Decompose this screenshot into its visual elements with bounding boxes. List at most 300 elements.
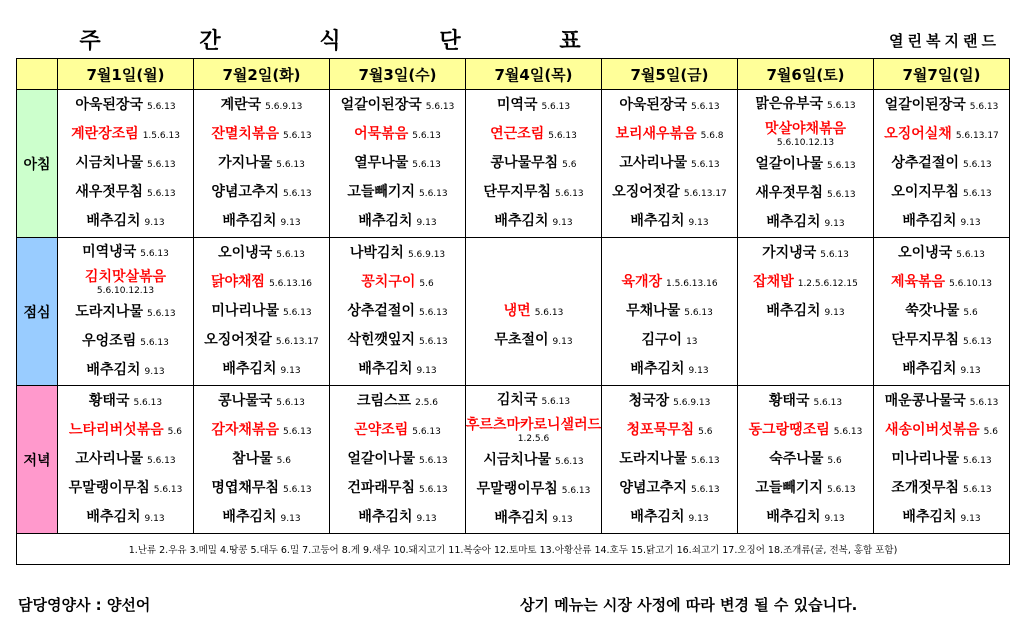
allergen-codes: 5.6.10.12.13	[776, 137, 835, 148]
menu-item	[738, 239, 873, 268]
dish-name: 콩나물국	[218, 393, 273, 409]
dish-name: 배추김치	[358, 509, 413, 525]
allergen-codes: 1.5.6.13	[142, 131, 180, 141]
menu-item	[602, 149, 737, 178]
allergen-codes: 5.6	[827, 456, 842, 466]
menu-item	[466, 326, 601, 355]
day-header: 7월1일(월)	[58, 59, 194, 90]
allergen-codes: 5.6	[963, 308, 978, 318]
dish-name: 건파래무침	[347, 480, 415, 496]
menu-item	[738, 90, 873, 119]
allergen-codes: 13	[686, 337, 698, 347]
menu-cell	[194, 90, 330, 238]
title-char: 표	[559, 29, 581, 54]
menu-item	[330, 474, 465, 503]
dish-name: 배추김치	[902, 509, 957, 525]
menu-item	[330, 268, 465, 297]
allergen-codes: 5.6.13	[412, 160, 441, 170]
allergen-codes: 5.6.10.12.13	[96, 285, 155, 296]
menu-item	[738, 416, 873, 445]
allergen-codes: 5.6.13	[833, 427, 863, 437]
dish-name: 김치국	[496, 392, 538, 408]
dish-name: 감자채볶음	[211, 422, 279, 438]
allergen-codes: 5.6.13	[690, 102, 720, 112]
dish-name: 배추김치	[222, 509, 277, 525]
allergen-codes: 5.6.8	[700, 131, 724, 141]
allergen-codes: 9.13	[824, 219, 845, 229]
dish-name: 배추김치	[222, 213, 277, 229]
menu-item	[738, 179, 873, 208]
menu-item	[194, 239, 329, 268]
allergen-codes: 5.6.13	[690, 160, 720, 170]
menu-item	[194, 474, 329, 503]
menu-item	[874, 297, 1009, 326]
dish-name: 나박김치	[349, 245, 404, 261]
menu-item	[874, 178, 1009, 207]
dish-name: 배추김치	[494, 510, 549, 526]
allergen-codes: 5.6.13	[418, 189, 448, 199]
menu-item	[466, 207, 601, 236]
dish-name: 잔멸치볶음	[211, 126, 279, 142]
allergen-codes: 5.6.13.17	[955, 131, 999, 141]
allergen-codes: 9.13	[688, 366, 709, 376]
menu-cell	[602, 90, 738, 238]
page-title	[60, 24, 600, 54]
allergen-codes: 5.6.13	[140, 338, 169, 348]
menu-item	[330, 297, 465, 326]
dish-name: 계란장조림	[71, 126, 139, 142]
menu-cell	[874, 238, 1010, 386]
dish-name: 우엉조림	[82, 333, 137, 349]
allergen-codes: 5.6.13	[282, 189, 312, 199]
dish-name: 배추김치	[358, 213, 413, 229]
dish-name: 꽁치구이	[361, 274, 416, 290]
dish-name: 배추김치	[630, 361, 685, 377]
menu-item	[194, 91, 329, 120]
dish-name: 배추김치	[630, 509, 685, 525]
dish-name: 배추김치	[494, 213, 549, 229]
menu-item	[194, 387, 329, 416]
menu-item	[466, 239, 601, 268]
menu-item	[194, 416, 329, 445]
allergen-codes: 1.5.6.13.16	[666, 279, 718, 289]
menu-item	[738, 503, 873, 532]
allergen-codes: 9.13	[144, 367, 165, 377]
allergen-codes: 5.6.13	[140, 249, 169, 259]
dish-name: 오이냉국	[218, 245, 273, 261]
menu-item	[58, 207, 193, 236]
day-header: 7월6일(토)	[738, 59, 874, 90]
dish-name: 상추겉절이	[347, 303, 415, 319]
dish-name: 새우젓무침	[75, 184, 143, 200]
allergen-codes: 5.6	[698, 427, 713, 437]
title-char: 주	[79, 29, 101, 54]
day-header-row	[17, 59, 1010, 90]
allergen-codes: 9.13	[280, 514, 301, 524]
allergen-codes: 5.6.13	[554, 457, 584, 467]
allergen-codes: 9.13	[552, 218, 573, 228]
allergen-codes: 9.13	[824, 514, 845, 524]
allergen-codes: 5.6.13	[534, 308, 564, 318]
dish-name: 동그랑땡조림	[748, 422, 830, 438]
allergen-codes: 5.6	[562, 160, 577, 170]
menu-item	[58, 387, 193, 416]
dish-name: 숙주나물	[769, 451, 824, 467]
menu-item	[738, 297, 873, 326]
allergen-codes: 5.6.13	[146, 309, 176, 319]
menu-item	[194, 445, 329, 474]
allergen-codes: 5.6.13	[133, 398, 163, 408]
dish-name: 닭야채찜	[210, 274, 266, 290]
dish-name: 제육볶음	[890, 274, 946, 290]
dish-name: 오징어젓갈	[612, 184, 680, 200]
menu-item	[738, 268, 873, 297]
dish-name: 황태국	[88, 393, 130, 409]
day-header: 7월2일(화)	[194, 59, 330, 90]
menu-item	[466, 91, 601, 120]
allergen-codes: 9.13	[688, 514, 709, 524]
meal-label: 저녁	[17, 386, 58, 534]
menu-item	[874, 474, 1009, 503]
menu-item	[330, 326, 465, 355]
menu-item	[194, 503, 329, 532]
menu-item	[194, 120, 329, 149]
dish-name: 후르츠마카로니샐러드	[465, 416, 602, 433]
menu-item	[738, 355, 873, 384]
dish-name: 아욱된장국	[619, 97, 687, 113]
allergen-codes: 5.6.13	[969, 398, 999, 408]
menu-item	[738, 208, 873, 237]
dish-name: 고사리나물	[75, 451, 143, 467]
menu-item	[58, 238, 193, 267]
menu-cell	[466, 238, 602, 386]
menu-item	[602, 178, 737, 207]
allergen-codes: 5.6.13	[690, 485, 720, 495]
menu-item	[330, 178, 465, 207]
menu-item	[58, 91, 193, 120]
dish-name: 배추김치	[766, 214, 821, 230]
menu-item	[194, 268, 329, 297]
menu-item	[602, 91, 737, 120]
day-header: 7월7일(일)	[874, 59, 1010, 90]
menu-item	[874, 120, 1009, 149]
title-char: 식	[319, 29, 341, 54]
dish-name: 가지나물	[218, 155, 273, 171]
dish-name: 고사리나물	[619, 155, 687, 171]
menu-item	[58, 503, 193, 532]
menu-item	[330, 503, 465, 532]
menu-item	[330, 149, 465, 178]
allergen-codes: 5.6.13	[418, 337, 448, 347]
dish-name: 조개젓무침	[891, 480, 959, 496]
dish-name: 크림스프	[356, 393, 412, 409]
allergen-codes: 5.6.13	[276, 160, 305, 170]
menu-item	[58, 267, 193, 298]
menu-item	[466, 268, 601, 297]
menu-item	[602, 355, 737, 384]
menu-item	[874, 239, 1009, 268]
allergen-codes: 5.6.9.13	[673, 398, 711, 408]
allergen-codes: 5.6	[983, 427, 998, 437]
dish-name: 단무지무침	[483, 184, 551, 200]
menu-item	[602, 297, 737, 326]
menu-cell	[330, 238, 466, 386]
menu-item	[330, 91, 465, 120]
dish-name: 열무나물	[354, 155, 409, 171]
dish-name: 육개장	[621, 274, 663, 290]
menu-item	[58, 356, 193, 385]
dish-name: 배추김치	[902, 213, 957, 229]
dish-name: 잡채밥	[753, 274, 794, 290]
menu-item	[58, 327, 193, 356]
dish-name: 얼갈이된장국	[340, 97, 422, 113]
menu-item	[874, 91, 1009, 120]
dish-name: 배추김치	[86, 362, 141, 378]
allergen-codes: 9.13	[416, 218, 437, 228]
menu-item	[194, 178, 329, 207]
header-corner	[17, 59, 58, 90]
allergen-codes: 9.13	[416, 366, 437, 376]
dish-name: 어묵볶음	[354, 126, 409, 142]
dish-name: 황태국	[768, 393, 810, 409]
dietitian-name: 담당영양사 : 양선어	[18, 596, 151, 614]
allergen-codes: 5.6.13	[541, 102, 571, 112]
dish-name: 미역국	[496, 97, 538, 113]
allergen-codes: 5.6.9.13	[265, 102, 303, 112]
allergen-codes: 9.13	[688, 218, 709, 228]
menu-item	[194, 297, 329, 326]
meal-label: 아침	[17, 90, 58, 238]
dish-name: 곤약조림	[354, 422, 409, 438]
day-header: 7월4일(목)	[466, 59, 602, 90]
dish-name: 명엽채무침	[211, 480, 279, 496]
allergen-codes: 9.13	[960, 514, 981, 524]
allergen-codes: 9.13	[280, 218, 301, 228]
menu-item	[466, 149, 601, 178]
menu-item	[194, 326, 329, 355]
dish-name: 고들빼기지	[347, 184, 415, 200]
menu-item	[330, 355, 465, 384]
dish-name: 느타리버섯볶음	[69, 422, 164, 438]
menu-item	[738, 474, 873, 503]
allergen-codes: 5.6.13	[418, 456, 448, 466]
day-header: 7월3일(수)	[330, 59, 466, 90]
dish-name: 미역냉국	[82, 244, 137, 260]
menu-item	[330, 387, 465, 416]
menu-item	[738, 326, 873, 355]
allergen-codes: 5.6.13	[146, 160, 176, 170]
allergen-codes: 5.6.13	[969, 102, 999, 112]
menu-cell	[738, 238, 874, 386]
menu-cell	[738, 90, 874, 238]
allergen-codes: 9.13	[552, 337, 573, 347]
menu-item	[330, 416, 465, 445]
dish-name: 오이냉국	[898, 245, 953, 261]
menu-cell	[58, 90, 194, 238]
allergen-codes: 5.6.13	[962, 160, 992, 170]
menu-item	[194, 355, 329, 384]
menu-item	[466, 120, 601, 149]
allergen-codes: 9.13	[144, 218, 165, 228]
allergen-codes: 5.6.13	[548, 131, 577, 141]
allergen-codes: 5.6.13	[561, 486, 591, 496]
menu-item	[738, 445, 873, 474]
allergen-codes: 5.6.13	[418, 308, 448, 318]
allergen-codes: 5.6.13	[962, 456, 992, 466]
title-char: 단	[439, 29, 461, 54]
menu-item	[874, 416, 1009, 445]
allergen-codes: 5.6.13	[690, 456, 720, 466]
dish-name: 맛살야채볶음	[764, 120, 847, 137]
menu-item	[738, 119, 873, 150]
dish-name: 무말랭이무침	[68, 480, 150, 496]
allergen-codes: 9.13	[960, 218, 981, 228]
menu-item	[874, 207, 1009, 236]
allergen-codes: 5.6.13	[276, 398, 305, 408]
dish-name: 단무지무침	[891, 332, 959, 348]
menu-item	[602, 445, 737, 474]
meal-row	[17, 386, 1010, 534]
menu-item	[466, 355, 601, 384]
meal-label: 점심	[17, 238, 58, 386]
dish-name: 쑥갓나물	[905, 303, 960, 319]
menu-item	[58, 445, 193, 474]
allergen-codes: 5.6.13	[541, 397, 571, 407]
dish-name: 계란국	[220, 97, 262, 113]
allergen-codes: 5.6.10.13	[949, 279, 993, 289]
menu-item	[602, 239, 737, 268]
dish-name: 배추김치	[86, 213, 141, 229]
allergen-codes: 5.6	[167, 427, 182, 437]
dish-name: 배추김치	[86, 509, 141, 525]
dish-name: 양념고추지	[211, 184, 279, 200]
menu-item	[466, 297, 601, 326]
menu-cell	[738, 386, 874, 534]
allergen-codes: 5.6.13	[282, 485, 312, 495]
allergen-codes: 5.6.13	[962, 485, 992, 495]
menu-item	[602, 474, 737, 503]
dish-name: 양념고추지	[619, 480, 687, 496]
allergen-codes: 5.6	[419, 279, 434, 289]
menu-item	[602, 416, 737, 445]
menu-item	[602, 120, 737, 149]
title-char: 간	[199, 29, 221, 54]
menu-item	[874, 503, 1009, 532]
menu-item	[738, 387, 873, 416]
allergen-codes: 5.6.13	[412, 427, 441, 437]
dish-name: 배추김치	[766, 303, 821, 319]
allergen-codes: 9.13	[280, 366, 301, 376]
menu-cell	[466, 90, 602, 238]
menu-item	[874, 355, 1009, 384]
allergen-codes: 5.6.13.16	[269, 279, 313, 289]
allergen-codes: 5.6.13	[412, 131, 441, 141]
allergen-codes: 5.6.13	[146, 189, 176, 199]
menu-cell	[330, 386, 466, 534]
dish-name: 참나물	[232, 451, 273, 467]
dish-name: 미나리나물	[891, 451, 959, 467]
allergen-codes: 5.6.13	[425, 102, 455, 112]
allergen-codes: 9.13	[824, 308, 845, 318]
weekly-menu-table	[16, 58, 1010, 565]
dish-name: 냉면	[503, 303, 531, 319]
dish-name: 보리새우볶음	[615, 126, 697, 142]
menu-item	[330, 120, 465, 149]
menu-item	[194, 207, 329, 236]
menu-item	[874, 149, 1009, 178]
dish-name: 배추김치	[902, 361, 957, 377]
dish-name: 무초절이	[494, 332, 549, 348]
allergen-codes: 5.6.13	[813, 398, 843, 408]
menu-item	[58, 416, 193, 445]
dish-name: 얼갈이된장국	[884, 97, 966, 113]
dish-name: 김치맛살볶음	[84, 268, 167, 285]
menu-item	[874, 387, 1009, 416]
menu-item	[58, 149, 193, 178]
allergy-legend: 1.난류 2.우유 3.메밀 4.땅콩 5.대두 6.밀 7.고등어 8.게 9.새우 10.돼지고기 11.복숭아 12.토마토 13.아황산류 14.호두 15.닭고기 16.쇠고기 17.오징어 18.조개류(굴, 전복, 홍합 포함)	[17, 534, 1010, 565]
allergen-codes: 5.6.13	[826, 485, 856, 495]
dish-name: 오징어실채	[884, 126, 952, 142]
allergen-codes: 9.13	[416, 514, 437, 524]
allergen-codes: 5.6.13	[826, 101, 856, 111]
allergen-codes: 5.6.13	[962, 337, 992, 347]
allergen-codes: 9.13	[552, 515, 573, 525]
dish-name: 청포묵무침	[626, 422, 695, 438]
allergen-codes: 5.6.13	[826, 161, 856, 171]
dish-name: 상추겉절이	[891, 155, 959, 171]
dish-name: 배추김치	[222, 361, 277, 377]
allergen-codes: 5.6.13	[153, 485, 183, 495]
menu-item	[330, 239, 465, 268]
allergen-codes: 5.6.13	[962, 189, 992, 199]
dish-name: 얼갈이나물	[755, 156, 823, 172]
dish-name: 김구이	[641, 332, 683, 348]
menu-cell	[602, 238, 738, 386]
meal-row	[17, 90, 1010, 238]
dish-name: 무말랭이무침	[476, 481, 558, 497]
menu-item	[58, 474, 193, 503]
allergen-codes: 5.6.13	[418, 485, 448, 495]
allergen-codes: 5.6.13.17	[683, 189, 727, 199]
dish-name: 배추김치	[358, 361, 413, 377]
menu-cell	[330, 90, 466, 238]
menu-item	[330, 445, 465, 474]
allergen-codes: 5.6.13	[820, 250, 849, 260]
dish-name: 미나리나물	[211, 303, 279, 319]
allergen-codes: 2.5.6	[415, 398, 438, 408]
menu-item	[602, 207, 737, 236]
menu-cell	[58, 386, 194, 534]
allergen-codes: 5.6.13	[826, 190, 856, 200]
allergen-codes: 9.13	[144, 514, 165, 524]
allergen-codes: 5.6.9.13	[407, 250, 446, 260]
menu-item	[738, 150, 873, 179]
allergen-codes: 5.6	[276, 456, 291, 466]
dish-name: 고들빼기지	[755, 480, 823, 496]
dish-name: 오이지무침	[891, 184, 959, 200]
allergen-codes: 1.2.5.6	[517, 433, 550, 444]
dish-name: 청국장	[628, 393, 670, 409]
menu-cell	[874, 386, 1010, 534]
menu-item	[58, 178, 193, 207]
dish-name: 시금치나물	[483, 452, 551, 468]
dish-name: 새우젓무침	[755, 185, 823, 201]
dish-name: 콩나물무침	[490, 155, 559, 171]
menu-item	[466, 446, 601, 475]
dish-name: 매운콩나물국	[884, 393, 966, 409]
menu-item	[58, 120, 193, 149]
allergen-codes: 5.6.13	[282, 131, 312, 141]
